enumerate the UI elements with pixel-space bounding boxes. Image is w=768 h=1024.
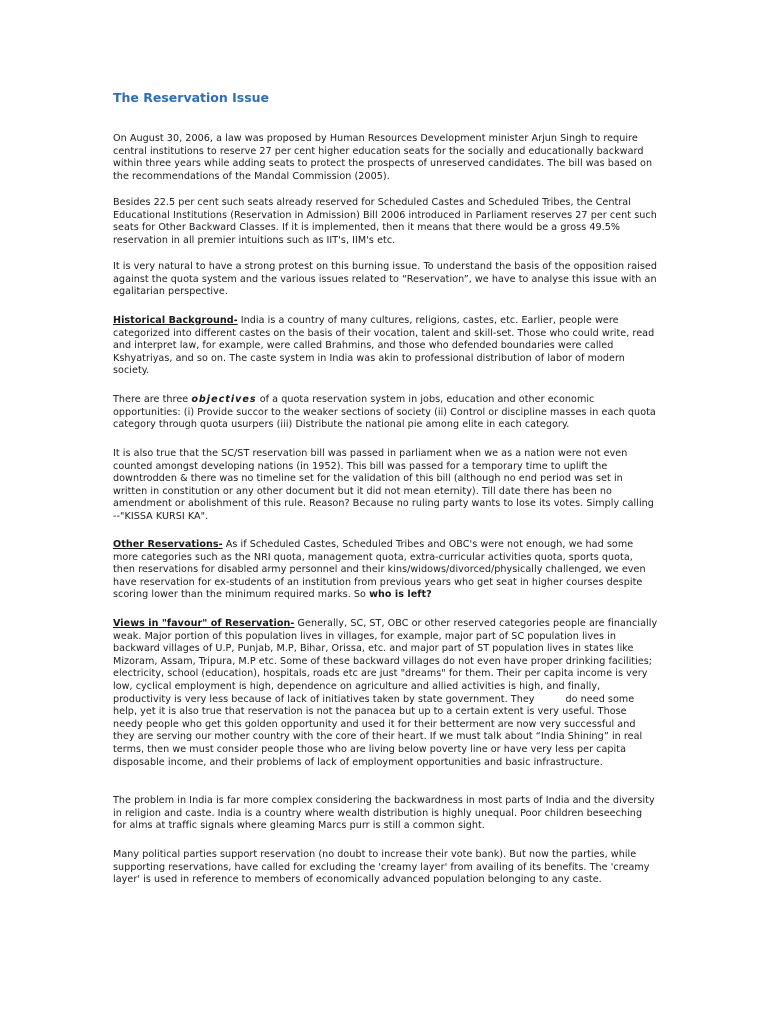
paragraph-text: As if Scheduled Castes, Scheduled Tribes and OBC's were not enough, we had some more categories such as the NRI quota, management quota, extra-curricular activities quota, sports quota, then reservations for disabled army personnel and their kins/widows/divorced/physically challenged, we even have reservation for ex-students of an institution from previous years who get seat in higher courses despite scoring lower than the minimum required marks. So — [113, 539, 646, 601]
paragraph-views-in-favour — [113, 618, 661, 769]
section-heading-views: Views in "favour" of Reservation- — [113, 618, 295, 629]
paragraph-historical-background — [113, 315, 658, 378]
paragraph-seat-reservation: Besides 22.5 per cent such seats already reserved for Scheduled Castes and Scheduled Tribes, the Central Educational Institutions (Reservation in Admission) Bill 2006 introduced in Parliament reserves 27 per cent such seats for Other Backward Classes. If it is implemented, then it means that there would be a gross 49.5% reservation in all premier intuitions such as IIT's, IIM's etc. — [113, 197, 657, 246]
paragraph-text: India is a country of many cultures, religions, castes, etc. Earlier, people were categorized into different castes on the basis of their vocation, talent and skill-set. Those who could write, read and interpret law, for example, were called Brahmins, and those who defended boundaries were called Kshyatriyas, and so on. The caste system in India was akin to professional distribution of labor of modern society. — [113, 315, 655, 377]
paragraph-protest: It is very natural to have a strong protest on this burning issue. To understand the basis of the opposition raised against the quota system and the various issues related to “Reservation”, we have to analyse this issue with an egalitarian perspective. — [113, 261, 658, 298]
paragraph-text: of a quota reservation system in jobs, education and other economic opportunities: (i) Provide succor to the weaker sections of society (ii) Control or discipline masses in each quota category through quota usurpers (iii) Distribute the national pie among elite in each category. — [113, 394, 656, 431]
paragraph-other-reservations — [113, 539, 658, 602]
paragraph-sc-st-bill: It is also true that the SC/ST reservation bill was passed in parliament when we as a nation were not even counted amongst developing nations (in 1952). This bill was passed for a temporary time to uplift the downtrodden & there was no timeline set for the validation of this bill (although no end period was set in written in constitution or any other document but it did not mean eternity). Till date there has been no amendment or abolishment of this rule. Reason? Because no ruling party wants to lose its votes. Simply calling --"KISSA KURSI KA". — [113, 448, 654, 522]
emphasis-objectives: objectives — [191, 394, 257, 405]
paragraph-text: There are three — [113, 394, 192, 405]
paragraph-text: Generally, SC, ST, OBC or other reserved categories people are financially weak. Major portion of this population lives in villages, for example, major part of SC population lives in backward villages of U.P, Punjab, M.P, Bihar, Orissa, etc. and major part of ST population lives in states like Mizoram, Assam, Tripura, M.P etc. Some of these backward villages do not even have proper drinking facilities; electricity, school (education), hospitals, roads etc are just "dreams" for them. Their per capita income is very low, cyclical employment is high, dependence on agriculture and allied activities is high, and finally, productivity is very less because of lack of initiatives taken by state government. They do need some help, yet it is also true that reservation is not the panacea but up to a certain extent is very useful. Those needy people who get this golden opportunity and used it for their betterment are now very successful and they are serving our mother country with the core of their heart. If we must talk about “India Shining” in real terms, then we must consider people those who are living below poverty line or have very less per capita disposable income, and their problems of lack of employment opportunities and basic infrastructure. — [113, 618, 661, 768]
emphasis-who-is-left: who is left? — [369, 589, 432, 601]
section-heading-historical: Historical Background- — [113, 315, 238, 326]
section-heading-other-reservations: Other Reservations- — [113, 539, 223, 550]
paragraph-law-proposal: On August 30, 2006, a law was proposed by Human Resources Development minister Arjun Singh to require central institutions to reserve 27 per cent higher education seats for the socially and educationally backward within three years while adding seats to protect the prospects of unreserved candidates. The bill was based on the recommendations of the Mandal Commission (2005). — [113, 133, 653, 182]
paragraph-objectives — [113, 394, 658, 432]
document-title: The Reservation Issue — [113, 90, 270, 105]
paragraph-creamy-layer: Many political parties support reservation (no doubt to increase their vote bank). But now the parties, while supporting reservations, have called for excluding the 'creamy layer' from availing of its benefits. The 'creamy layer' is used in reference to members of economically advanced population belonging to any caste. — [113, 849, 650, 886]
paragraph-complexity: The problem in India is far more complex considering the backwardness in most parts of India and the diversity in religion and caste. India is a country where wealth distribution is highly unequal. Poor children beseeching for alms at traffic signals where gleaming Marcs purr is still a common sight. — [113, 795, 655, 832]
